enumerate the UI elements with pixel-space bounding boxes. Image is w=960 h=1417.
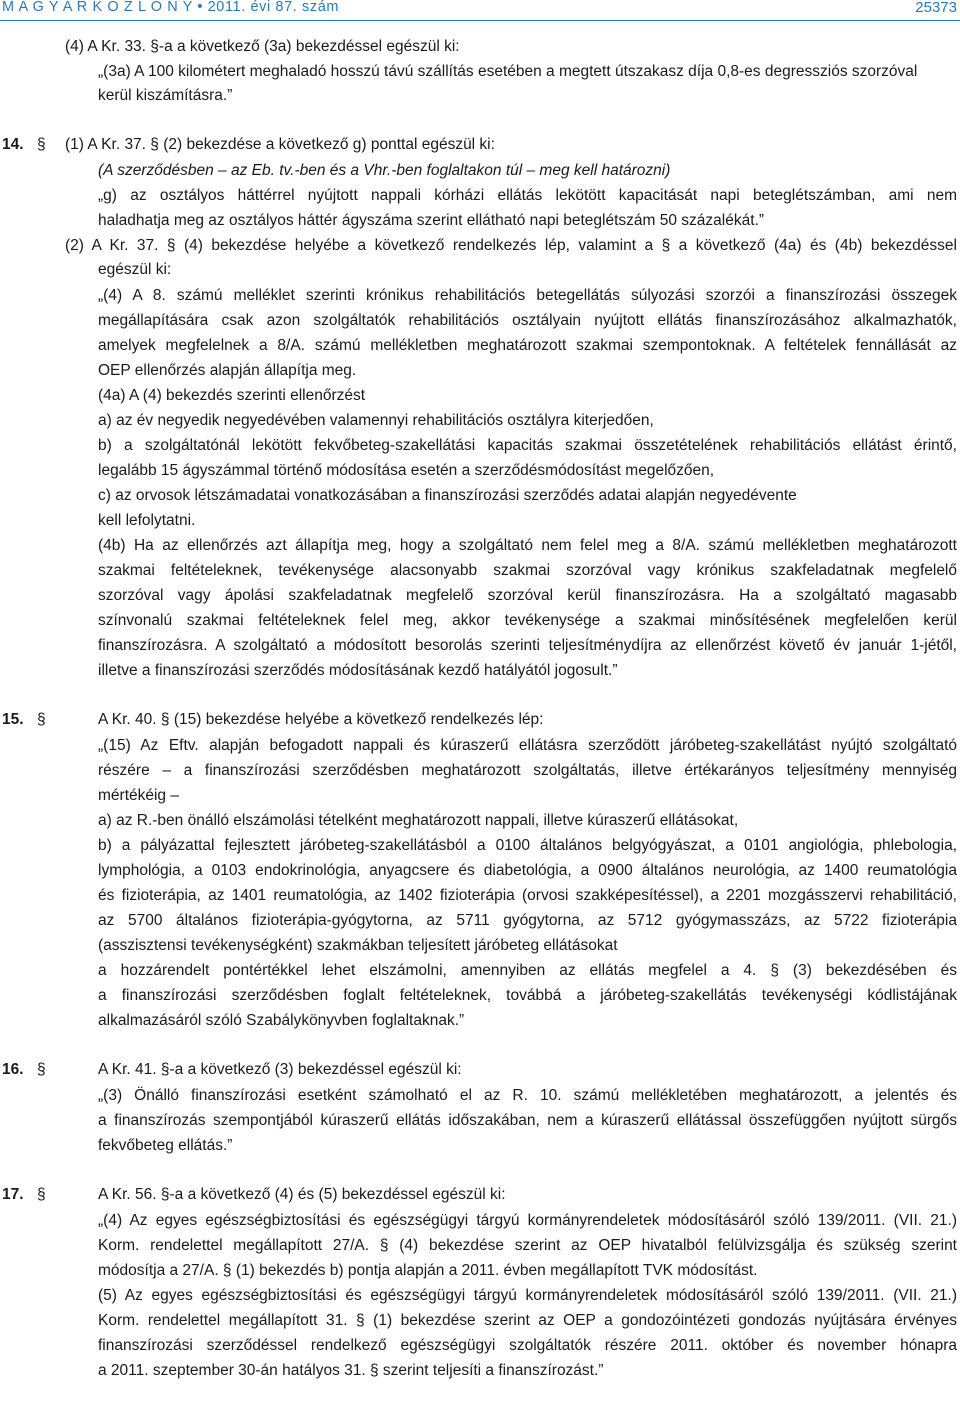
text-line: szorzóval vagy ápolási szakfeladatnak megfelelő szorzóval kerül finanszírozásra. Ha a szolgáltató magasabb xyxy=(98,587,957,604)
page-number: 25373 xyxy=(915,0,957,16)
text-line: a) az év negyedik negyedévében valamennyi rehabilitációs osztályra kiterjedően, xyxy=(98,412,654,429)
publication-title: M A G Y A R K Ö Z L Ö N Y • 2011. évi 87. szám xyxy=(2,0,340,15)
text-line: az 5700 általános fizioterápia-gyógytorna, az 5711 gyógytorna, az 5712 gyógymasszázs, az 5722 fizioterápia xyxy=(98,912,957,929)
text-line: a finanszírozás szempontjából kúraszerű ellátás időszakában, nem a kúraszerű ellátással összefüggően nyújtott sürgős xyxy=(98,1112,957,1129)
text-line: b) a pályázattal fejlesztett járóbeteg-szakellátásból a 0100 általános belgyógyászat, a 0101 angiológia, phlebologia, xyxy=(98,837,957,854)
text-line: (4b) Ha az ellenőrzés azt állapítja meg, hogy a szolgáltató nem felel meg a 8/A. számú mellékletben meghatározott xyxy=(98,537,957,554)
section-number: 16. xyxy=(2,1061,24,1078)
text-line: c) az orvosok létszámadatai vonatkozásában a finanszírozási szerződés adatai alapján negyedévente xyxy=(98,487,797,504)
text-line: „(3a) A 100 kilométert meghaladó hosszú távú szállítás esetében a megtett útszakasz díja 0,8-es degressziós szorzóval xyxy=(98,63,918,80)
text-line: (1) A Kr. 37. § (2) bekezdése a következő g) ponttal egészül ki: xyxy=(65,136,495,153)
text-line: „g) az osztályos háttérrel nyújtott nappali kórházi ellátás lekötött kapacitását napi beteglétszámban, ami nem xyxy=(98,187,957,204)
text-line: (asszisztensi tevékenységként) szakmákban teljesített járóbeteg ellátásokat xyxy=(98,937,618,954)
text-line: a hozzárendelt pontértékkel lehet elszámolni, amennyiben az ellátás megfelel a 4. § (3) bekezdésében és xyxy=(98,962,957,979)
text-line: megállapítására csak azon szolgáltatók rehabilitációs osztályain nyújtott ellátás finanszírozásához alkalmazhatók, xyxy=(98,312,957,329)
text-line: a) az R.-ben önálló elszámolási tételként meghatározott nappali, illetve kúraszerű ellátásokat, xyxy=(98,812,739,829)
section-sign: § xyxy=(37,711,46,728)
text-line: „(4) Az egyes egészségbiztosítási és egészségügyi tárgyú kormányrendeletek módosításáról szóló 139/2011. (VII. 21.) xyxy=(98,1212,957,1229)
section-number: 17. xyxy=(2,1186,24,1203)
text-line: „(4) A 8. számú melléklet szerinti krónikus rehabilitációs betegellátás súlyozási szorzói a finanszírozási összegek xyxy=(98,287,957,304)
text-line: mértékéig – xyxy=(98,787,179,804)
text-line: finanszírozási szerződéssel rendelkező egészségügyi szolgáltatók részére 2011. október és november hónapra xyxy=(98,1337,957,1354)
text-line: kell lefolytatni. xyxy=(98,512,196,529)
text-line: A Kr. 56. §-a a következő (4) és (5) bekezdéssel egészül ki: xyxy=(98,1186,506,1203)
section-sign: § xyxy=(37,136,46,153)
text-line: Korm. rendelettel megállapított 27/A. § (4) bekezdése szerint az OEP hivatalból felülvizsgálja és szükség szerint xyxy=(98,1237,957,1254)
text-line: és fizioterápia, az 1401 reumatológia, az 1402 fizioterápia (orvosi szakképesítéssel), a 2201 mozgásszervi rehabilitáció, xyxy=(98,887,957,904)
text-line: szakmai feltételeknek, tevékenysége alacsonyabb szakmai szorzóval vagy krónikus szakfeladatnak megfelelő xyxy=(98,562,957,579)
text-line: (A szerződésben – az Eb. tv.-ben és a Vhr.-ben foglaltakon túl – meg kell határozni) xyxy=(98,162,671,179)
text-line: haladhatja meg az osztályos háttér ágyszáma szerint ellátható napi beteglétszám 50 százalékát.” xyxy=(98,212,765,229)
text-line: színvonalú szakmai feltételeknek felel meg, akkor tevékenysége a szakmai minősítésének megfelelően kerül xyxy=(98,612,957,629)
text-line: legalább 15 ágyszámmal történő módosítása esetén a szerződésmódosítást megelőzően, xyxy=(98,462,715,479)
text-line: amelyek megfelelnek a 8/A. számú mellékletben meghatározott szakmai szempontoknak. A feltételek fennállását az xyxy=(98,337,957,354)
text-line: illetve a finanszírozási szerződés módosításának kezdő hatályától jogosult.” xyxy=(98,662,618,679)
text-line: kerül kiszámításra.” xyxy=(98,87,233,104)
text-line: „(3) Önálló finanszírozási esetként számolható el az R. 10. számú mellékletében meghatározott, a jelentés és xyxy=(98,1087,957,1104)
text-line: b) a szolgáltatónál lekötött fekvőbeteg-szakellátási kapacitás szakmai összetételének rehabilitációs ellátást érintő, xyxy=(98,437,957,454)
section-sign: § xyxy=(37,1186,46,1203)
text-line: (4a) A (4) bekezdés szerinti ellenőrzést xyxy=(98,387,366,404)
section-number: 15. xyxy=(2,711,24,728)
text-line: A Kr. 40. § (15) bekezdése helyébe a következő rendelkezés lép: xyxy=(98,711,544,728)
text-line: finanszírozásra. A szolgáltató a módosított besorolás szerinti teljesítménydíjra az ellenőrzést követő év január 1-jétől, xyxy=(98,637,957,654)
text-line: a finanszírozási szerződésben foglalt feltételeknek, továbbá a járóbeteg-szakellátás tevékenységi kódlistájának xyxy=(98,987,957,1004)
text-line: egészül ki: xyxy=(98,261,172,278)
text-line: (4) A Kr. 33. §-a a következő (3a) bekezdéssel egészül ki: xyxy=(65,38,460,55)
text-line: fekvőbeteg ellátás.” xyxy=(98,1137,233,1154)
text-line: részére – a finanszírozási szerződésben meghatározott szolgáltatás, illetve értékarányos teljesítmény mennyiség xyxy=(98,762,957,779)
text-line: a 2011. szeptember 30-án hatályos 31. § szerint teljesíti a finanszírozást.” xyxy=(98,1362,604,1379)
text-line: (5) Az egyes egészségbiztosítási és egészségügyi tárgyú kormányrendeletek módosításáról szóló 139/2011. (VII. 21.) xyxy=(98,1287,957,1304)
text-line: (2) A Kr. 37. § (4) bekezdése helyébe a következő rendelkezés lép, valamint a § a következő (4a) és (4b) bekezdéssel xyxy=(65,237,957,254)
section-sign: § xyxy=(37,1061,46,1078)
page-header xyxy=(0,0,960,21)
text-line: módosítja a 27/A. § (1) bekezdés b) pontja alapján a 2011. évben megállapított TVK módosítást. xyxy=(98,1262,758,1279)
text-line: lymphológia, a 0103 endokrinológia, anyagcsere és diabetológia, a 0900 általános neurológia, az 1400 reumatológia xyxy=(98,862,957,879)
text-line: „(15) Az Eftv. alapján befogadott nappali és kúraszerű ellátásra szerződött járóbeteg-szakellátást nyújtó szolgáltató xyxy=(98,737,957,754)
text-line: Korm. rendelettel megállapított 31. § (1) bekezdése szerint az OEP a gondozóintézeti gondozás nyújtására érvényes xyxy=(98,1312,957,1329)
text-line: OEP ellenőrzés alapján állapítja meg. xyxy=(98,362,357,379)
text-line: alkalmazásáról szóló Szabálykönyvben foglaltaknak.” xyxy=(98,1012,465,1029)
section-number: 14. xyxy=(2,136,24,153)
text-line: A Kr. 41. §-a a következő (3) bekezdéssel egészül ki: xyxy=(98,1061,462,1078)
